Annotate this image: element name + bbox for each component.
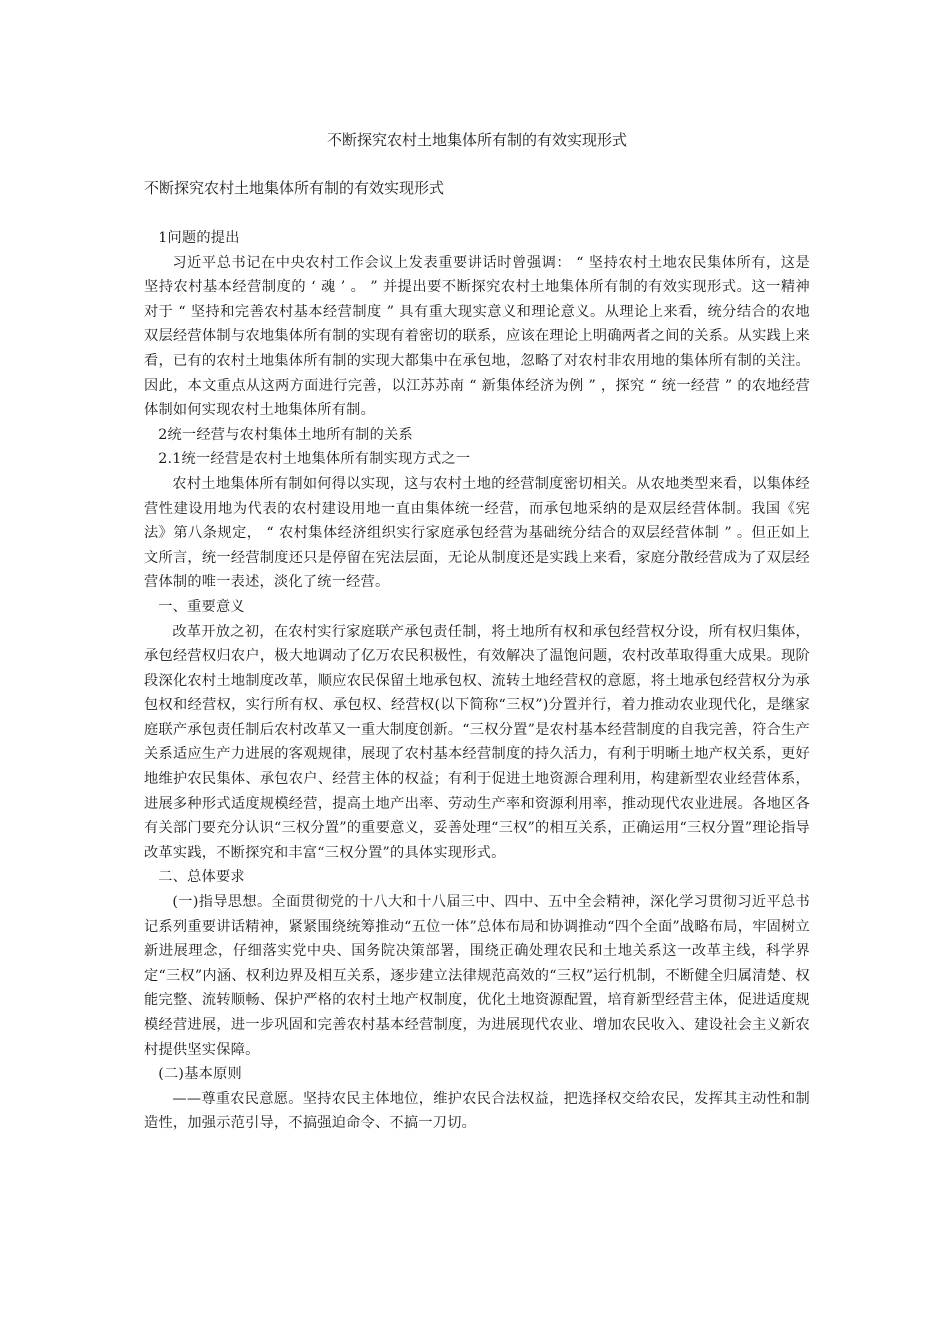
paragraph-problem-statement: 习近平总书记在中央农村工作会议上发表重要讲话时曾强调： “ 坚持农村土地农民集体所有，这是坚持农村基本经营制度的 ‘ 魂 ’ 。 ” 并提出要不断探究农村土地集体所有制的有效实现形式。这一精神对于 “ 坚持和完善农村基本经营制度 ” 具有重大现实意义和理论意义。从理论上来看，统分结合的农地双层经营体制与农地集体所有制的实现有着密切的联系，应该在理论上明确两者之间的关系。从实践上来看，已有的农村土地集体所有制的实现大都集中在承包地，忽略了对农村非农用地的集体所有制的关注。因此，本文重点从这两方面进行完善，以江苏苏南 “ 新集体经济为例 ” ，探究 “ 统一经营 ” 的农地经营体制如何实现农村土地集体所有制。 [144, 254, 811, 419]
section-heading-relationship: 2统一经营与农村集体土地所有制的关系 [158, 426, 413, 443]
document-title: 不断探究农村土地集体所有制的有效实现形式 [326, 131, 627, 149]
section-heading-requirements: 二、总体要求 [158, 869, 245, 886]
subsection-heading-principles: (二)基本原则 [158, 1066, 242, 1083]
section-heading-problem: 1问题的提出 [158, 230, 240, 246]
document-subtitle: 不断探究农村土地集体所有制的有效实现形式 [144, 179, 445, 197]
subsection-heading-unified-operation: 2.1统一经营是农村土地集体所有制实现方式之一 [158, 451, 471, 468]
document-body [144, 226, 810, 1136]
paragraph-guiding-ideology: (一)指导思想。全面贯彻党的十八大和十八届三中、四中、五中全会精神，深化学习贯彻习近平总书记系列重要讲话精神，紧紧围绕统筹推动“五位一体”总体布局和协调推动“四个全面”战略布局，牢固树立新进展理念，仔细落实党中央、国务院决策部署，围绕正确处理农民和土地关系这一改革主线，科学界定“三权”内涵、权利边界及相互关系，逐步建立法律规范高效的“三权”运行机制，不断健全归属清楚、权能完整、流转顺畅、保护严格的农村土地产权制度，优化土地资源配置，培育新型经营主体，促进适度规模经营进展，进一步巩固和完善农村基本经营制度，为进展现代农业、增加农民收入、建设社会主义新农村提供坚实保障。 [144, 894, 810, 1058]
paragraph-respect-farmers: ——尊重农民意愿。坚持农民主体地位，维护农民合法权益，把选择权交给农民，发挥其主动性和制造性，加强示范引导，不搞强迫命令、不搞一刀切。 [144, 1090, 810, 1132]
section-heading-significance: 一、重要意义 [158, 598, 245, 615]
paragraph-significance: 改革开放之初，在农村实行家庭联产承包责任制，将土地所有权和承包经营权分设，所有权归集体，承包经营权归农户，极大地调动了亿万农民积极性，有效解决了温饱问题，农村改革取得重大成果。现阶段深化农村土地制度改革，顺应农民保留土地承包权、流转土地经营权的意愿，将土地承包经营权分为承包权和经营权，实行所有权、承包权、经营权(以下简称“三权”)分置并行，着力推动农业现代化，是继家庭联产承包责任制后农村改革又一重大制度创新。“三权分置”是农村基本经营制度的自我完善，符合生产关系适应生产力进展的客观规律，展现了农村基本经营制度的持久活力，有利于明晰土地产权关系，更好地维护农民集体、承包农户、经营主体的权益；有利于促进土地资源合理利用，构建新型农业经营体系，进展多种形式适度规模经营，提高土地产出率、劳动生产率和资源利用率，推动现代农业进展。各地区各有关部门要充分认识“三权分置”的重要意义，妥善处理“三权”的相互关系，正确运用“三权分置”理论指导改革实践，不断探究和丰富“三权分置”的具体实现形式。 [144, 623, 810, 861]
paragraph-unified-operation: 农村土地集体所有制如何得以实现，这与农村土地的经营制度密切相关。从农地类型来看，以集体经营性建设用地为代表的农村建设用地一直由集体统一经营，而承包地采纳的是双层经营体制。我国《宪法》第八条规定， “ 农村集体经济组织实行家庭承包经营为基础统分结合的双层经营体制 ” 。但正如上文所言，统一经营制度还只是停留在宪法层面，无论从制度还是实践上来看，家庭分散经营成为了双层经营体制的唯一表述，淡化了统一经营。 [144, 475, 810, 591]
